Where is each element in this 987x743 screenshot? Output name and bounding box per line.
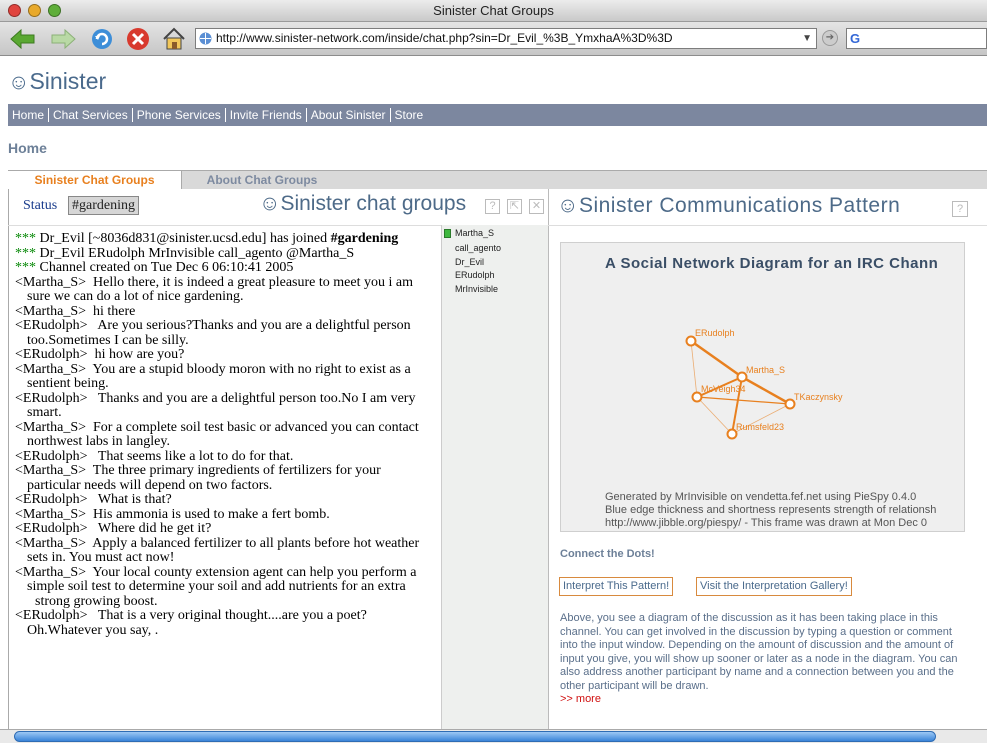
go-icon[interactable]: ➔	[822, 30, 838, 46]
stop-icon	[125, 26, 151, 52]
help-icon[interactable]: ?	[952, 201, 968, 217]
nav-phone-services[interactable]: Phone Services	[133, 108, 226, 122]
chat-line: <ERudolph> What is that?	[15, 492, 172, 507]
smiley-logo-icon: ☺	[8, 71, 30, 94]
chat-log	[8, 225, 441, 729]
main-nav	[8, 104, 987, 126]
user-item[interactable]: Dr_Evil	[455, 257, 485, 267]
node-label: TKaczynsky	[794, 392, 843, 402]
window-title: Sinister Chat Groups	[433, 3, 554, 18]
interpretation-gallery-button[interactable]: Visit the Interpretation Gallery!	[696, 577, 852, 596]
edge-mcveigh-tkaczynsky	[697, 397, 790, 404]
more-link[interactable]: >> more	[560, 693, 601, 705]
diagram-title: A Social Network Diagram for an IRC Chann	[605, 255, 939, 272]
edge-martha-tkaczynsky	[742, 377, 790, 404]
chat-line: <Martha_S> Hello there, it is indeed a great pleasure to meet you i am sure we can do a lot of nice gardening.	[15, 274, 413, 304]
chat-line: <ERudolph> Where did he get it?	[15, 521, 212, 536]
pattern-description: Above, you see a diagram of the discussion as it has been taking place in this channel. You can get involved in the discussion by typing a question or comment into the input window. Depending on the amount of discussion and the amount of input you give, you will show up sooner or later as a node in the diagram. You can also address another participant by name and a connection between you and the other participant will be drawn. >> more	[560, 612, 970, 707]
user-item[interactable]: Martha_S	[455, 228, 495, 238]
nav-invite-friends[interactable]: Invite Friends	[226, 108, 307, 122]
chat-line: <ERudolph> That is a very original thought....are you a poet? Oh.Whatever you say, .	[15, 608, 367, 638]
node-label: ERudolph	[695, 328, 735, 338]
communications-pattern-header: ☺Sinister Communications Pattern	[557, 194, 901, 217]
nav-home[interactable]: Home	[8, 108, 49, 122]
edge-mcveigh-rumsfeld	[697, 397, 732, 434]
chat-line: <ERudolph> Are you serious?Thanks and you are a delightful person too.Sometimes I can be silly.	[15, 318, 411, 348]
node-label: McVeigh34	[701, 384, 746, 394]
site-logo[interactable]: ☺Sinister	[8, 68, 107, 94]
chat-line: *** Dr_Evil [~8036d831@sinister.ucsd.edu] has joined #gardening	[15, 231, 399, 246]
chat-line: <Martha_S> Apply a balanced fertilizer to all plants before hot weather sets in. You must act now!	[15, 535, 420, 565]
chat-line: <ERudolph> That seems like a lot to do for that.	[15, 448, 294, 464]
window-titlebar	[0, 0, 987, 22]
popout-icon[interactable]: ⇱	[507, 199, 522, 214]
edge-erudolph-martha	[691, 341, 742, 377]
close-icon[interactable]: ✕	[529, 199, 544, 214]
tab-sinister-chat-groups[interactable]: Sinister Chat Groups	[8, 171, 182, 189]
smiley-icon: ☺	[557, 194, 579, 217]
close-window-icon[interactable]	[8, 4, 21, 17]
network-graph	[561, 243, 965, 532]
node-label: Rumsfeld23	[736, 422, 785, 432]
url-dropdown-icon[interactable]: ▼	[802, 33, 812, 44]
user-item[interactable]: MrInvisible	[455, 284, 499, 294]
nav-chat-services[interactable]: Chat Services	[49, 108, 133, 122]
user-item[interactable]: ERudolph	[455, 270, 495, 280]
home-button[interactable]	[160, 25, 188, 53]
chat-line: *** Dr_Evil ERudolph MrInvisible call_agento @Martha_S	[15, 245, 355, 261]
forward-button[interactable]	[46, 25, 80, 53]
chat-line: <ERudolph> hi how are you?	[15, 347, 185, 362]
node-label: Martha_S	[746, 365, 786, 375]
search-engine-icon[interactable]: G	[850, 31, 861, 46]
interpret-pattern-button[interactable]: Interpret This Pattern!	[559, 577, 673, 596]
network-diagram	[560, 242, 965, 532]
chat-line: <Martha_S> hi there	[15, 303, 136, 319]
scrollbar-thumb[interactable]	[14, 731, 936, 742]
edge-erudolph-mcveigh	[691, 341, 697, 397]
tab-about-chat-groups[interactable]: About Chat Groups	[206, 173, 318, 187]
breadcrumb: Home	[8, 140, 47, 156]
chat-line: <Martha_S> You are a stupid bloody moron with no right to exist as a sentient being.	[15, 361, 411, 391]
user-item[interactable]: call_agento	[455, 243, 502, 253]
chat-line: <Martha_S> The three primary ingredients of fertilizers for your particular needs will depend on two factors.	[15, 463, 381, 493]
stop-button[interactable]	[124, 25, 152, 53]
smiley-icon: ☺	[259, 192, 281, 215]
help-icon[interactable]: ?	[485, 199, 500, 214]
chat-line: <ERudolph> Thanks and you are a delightful person too.No I am very smart.	[15, 390, 416, 420]
chat-line: <Martha_S> His ammonia is used to make a fert bomb.	[15, 506, 330, 522]
connect-heading: Connect the Dots!	[560, 548, 655, 560]
channel-tab[interactable]: #gardening	[68, 196, 139, 215]
home-icon	[161, 26, 187, 52]
forward-arrow-icon	[48, 27, 78, 51]
diagram-footer: Generated by MrInvisible on vendetta.fef.net using PieSpy 0.4.0 Blue edge thickness and shortness represents strength of relationsh http://www.jibble.org/piespy/ - This frame was drawn at Mon Dec 0	[605, 491, 937, 529]
back-arrow-icon	[8, 27, 38, 51]
horizontal-scrollbar[interactable]	[0, 729, 987, 743]
search-box[interactable]	[846, 28, 987, 49]
tab-bar	[8, 170, 987, 189]
nav-about-sinister[interactable]: About Sinister	[307, 108, 391, 122]
chat-lines	[15, 232, 439, 638]
minimize-window-icon[interactable]	[28, 4, 41, 17]
reload-button[interactable]	[88, 25, 116, 53]
address-bar[interactable]	[195, 28, 817, 49]
divider	[548, 225, 987, 226]
chat-groups-header: ☺Sinister chat groups	[259, 192, 467, 215]
chat-line: <Martha_S> For a complete soil test basic or advanced you can contact northwest labs in langley.	[15, 419, 419, 449]
globe-icon	[199, 32, 212, 45]
back-button[interactable]	[6, 25, 40, 53]
nav-store[interactable]: Store	[394, 108, 424, 122]
reload-icon	[89, 26, 115, 52]
status-link[interactable]: Status	[23, 198, 58, 213]
op-status-icon	[444, 229, 451, 238]
chat-line: <Martha_S> Your local county extension agent can help you perform a simple soil test to determine your soil and add nutrients for an extra strong growing boost.	[15, 564, 417, 609]
url-text: http://www.sinister-network.com/inside/chat.php?sin=Dr_Evil_%3B_YmxhaA%3D%3D	[216, 31, 673, 45]
zoom-window-icon[interactable]	[48, 4, 61, 17]
user-list	[441, 225, 548, 729]
chat-line: *** Channel created on Tue Dec 6 06:10:41 2005	[15, 260, 294, 275]
